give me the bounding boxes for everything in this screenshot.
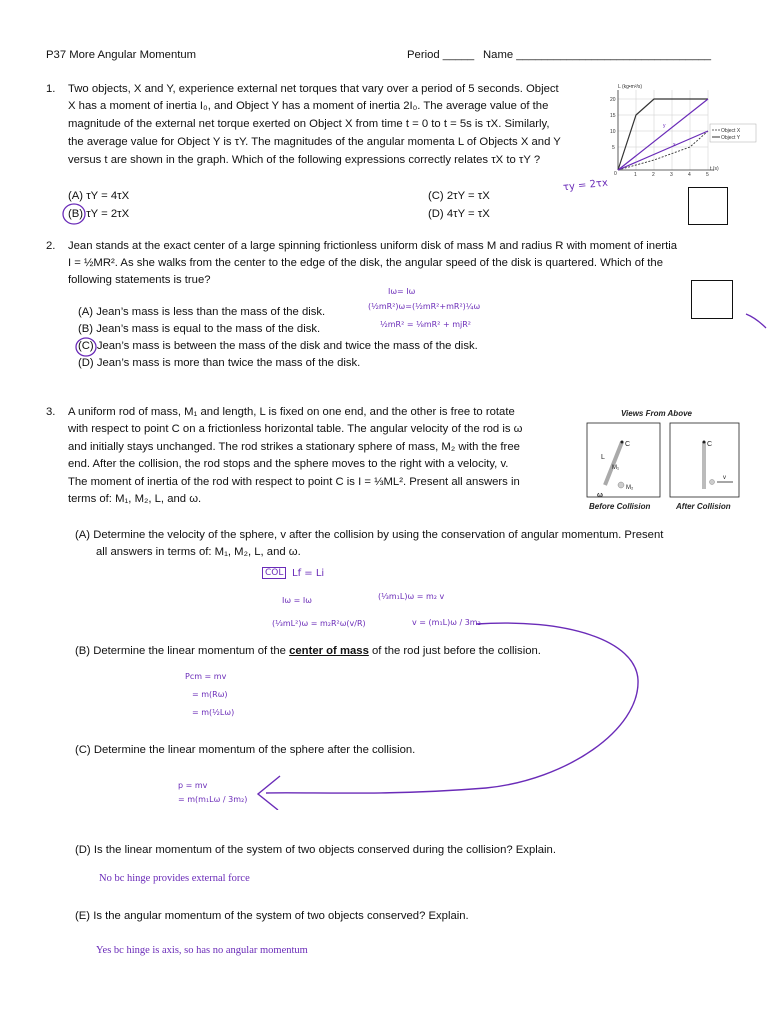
graph-handwritten-mark: y xyxy=(663,123,666,129)
q1-line: Two objects, X and Y, experience external net torques that vary over a period of 5 seconds. Object xyxy=(68,83,559,95)
q3-line: and initially stays unchanged. The rod strikes a stationary sphere of mass, M₂ with the free xyxy=(68,441,520,453)
partA-work-line: Iω = Iω xyxy=(282,596,312,605)
graph-xtick: 2 xyxy=(652,172,655,176)
q1-answer-box[interactable] xyxy=(688,187,728,225)
q2-choice-c[interactable]: (C) Jean’s mass is between the mass of the disk and twice the mass of the disk. xyxy=(78,340,478,352)
part-b-text-end: of the rod just before the collision. xyxy=(368,645,541,657)
q3-line: A uniform rod of mass, M₁ and length, L is fixed on one end, and the other is free to rotate xyxy=(68,406,515,418)
q1-choice-c[interactable]: (C) 2τY = τX xyxy=(428,190,490,202)
graph-handwritten-mark: x xyxy=(673,142,676,148)
graph-ytick: 15 xyxy=(610,113,616,119)
velocity-label: v xyxy=(723,475,726,481)
q2-line: I = ½MR². As she walks from the center to the edge of the disk, the angular speed of the disk is quartered. Which of the xyxy=(68,257,663,269)
q2-work-line: ½mR² = ⅛mR² + mjR² xyxy=(380,320,471,329)
graph-xtick: 5 xyxy=(706,172,709,176)
sphere-mass-label: M₂ xyxy=(626,485,634,491)
q1-choice-b[interactable]: (B) τY = 2τX xyxy=(68,208,130,220)
partA-work-line: v = (m₁L)ω / 3m₂ xyxy=(412,618,481,627)
q1-number: 1. xyxy=(46,83,56,95)
graph-ytick: 20 xyxy=(610,97,616,103)
answer-circle-q1 xyxy=(60,202,90,228)
q2-number: 2. xyxy=(46,240,56,252)
q1-choice-d[interactable]: (D) 4τY = τX xyxy=(428,208,490,220)
q3-part-d: (D) Is the linear momentum of the system of two objects conserved during the collision? Explain. xyxy=(75,844,556,856)
q1-line: magnitude of the external net torque exerted on Object X from time t = 0 to t = 5s is τX. Similarly, xyxy=(68,118,550,130)
partB-work-line: = m(½Lω) xyxy=(192,708,235,717)
length-label: L xyxy=(601,454,605,461)
q2-answer-box[interactable] xyxy=(691,280,733,319)
omega-label: ω xyxy=(597,492,603,499)
q3-line: with respect to point C on a frictionless horizontal table. The angular velocity of the rod is ω xyxy=(68,423,523,435)
part-b-emphasis: center of mass xyxy=(289,645,369,657)
graph-ytick: 5 xyxy=(612,145,615,151)
q1-handwritten-answer: τy = 2τx xyxy=(562,177,609,194)
q1-choice-a[interactable]: (A) τY = 4τX xyxy=(68,190,130,202)
answer-circle-q2 xyxy=(74,336,100,358)
after-caption: After Collision xyxy=(676,502,731,511)
q3-part-a-line2: all answers in terms of: M₁, M₂, L, and ω. xyxy=(96,546,301,558)
graph-ylabel: L (kg•m²/s) xyxy=(618,84,643,90)
graph-xtick: 1 xyxy=(634,172,637,176)
period-field: Period _____ xyxy=(407,49,475,61)
figure-title: Views From Above xyxy=(621,409,692,418)
part-b-text: (B) Determine the linear momentum of the xyxy=(75,645,290,657)
rod-mass-label: M₁ xyxy=(612,465,620,471)
q3-part-e: (E) Is the angular momentum of the system of two objects conserved? Explain. xyxy=(75,910,469,922)
graph-xtick: 3 xyxy=(670,172,673,176)
q2-choice-a[interactable]: (A) Jean’s mass is less than the mass of the disk. xyxy=(78,306,326,318)
partA-work-line: Lf = Li xyxy=(292,568,325,579)
q3-line: end. After the collision, the rod stops and the sphere moves to the right with a velocity, v. xyxy=(68,458,509,470)
partA-work-line: (⅓mL²)ω = m₂R²ω(v/R) xyxy=(272,619,366,628)
pivot-label: C xyxy=(625,441,631,448)
q2-work-line: (½mR²)ω=(½mR²+mR²)¼ω xyxy=(368,302,481,311)
q2-work-line: Iω= Iω xyxy=(388,287,416,296)
worksheet-title: P37 More Angular Momentum xyxy=(46,49,197,61)
q3-part-b xyxy=(75,643,541,660)
graph-ytick: 0 xyxy=(614,171,617,176)
partB-work-line: = m(Rω) xyxy=(192,690,228,699)
q1-line: X has a moment of inertia I₀, and Object Y has a moment of inertia 2I₀. The average value of the xyxy=(68,100,549,112)
before-caption: Before Collision xyxy=(589,502,651,511)
rod-collision-figure xyxy=(585,405,745,515)
graph-xlabel: t (s) xyxy=(710,166,719,172)
partB-work-line: Pcm = mv xyxy=(185,672,227,681)
handwritten-arrow xyxy=(236,610,656,810)
q3-line: terms of: M₁, M₂, L, and ω. xyxy=(68,493,202,505)
q1-line: versus t are shown in the graph. Which of the following expressions correctly relates τX to τY ? xyxy=(68,154,541,166)
name-field: Name _______________________________ xyxy=(483,49,712,61)
q2-line: following statements is true? xyxy=(68,274,211,286)
pivot-label: C xyxy=(707,441,713,448)
partA-work-line: (⅓m₁L)ω = m₂ v xyxy=(378,592,445,601)
legend-object-x: Object X xyxy=(721,128,741,134)
q3-part-c: (C) Determine the linear momentum of the sphere after the collision. xyxy=(75,744,416,756)
partC-work-line: p = mv xyxy=(178,781,208,790)
q1-line: the average value for Object Y is τY. The magnitudes of the angular momenta L of Objects X and Y xyxy=(68,136,561,148)
part-d-answer: No bc hinge provides external force xyxy=(99,873,250,884)
handwritten-line xyxy=(618,99,708,170)
q3-part-a: (A) Determine the velocity of the sphere, v after the collision by using the conservation of angular momentum. Present xyxy=(75,529,664,541)
partC-work-line: = m(m₁Lω / 3m₂) xyxy=(178,795,248,804)
q2-line: Jean stands at the exact center of a large spinning frictionless uniform disk of mass M and radius R with moment of inertia xyxy=(68,240,678,252)
angular-momentum-graph xyxy=(598,80,766,176)
col-label: COL xyxy=(262,567,286,579)
graph-xtick: 4 xyxy=(688,172,691,176)
part-e-answer: Yes bc hinge is axis, so has no angular momentum xyxy=(96,945,308,956)
q3-number: 3. xyxy=(46,406,56,418)
q3-line: The moment of inertia of the rod with respect to point C is I = ⅓ML². Present all answers in xyxy=(68,476,520,488)
q2-choice-b[interactable]: (B) Jean’s mass is equal to the mass of the disk. xyxy=(78,323,321,335)
handwritten-line xyxy=(618,131,708,170)
legend-object-y: Object Y xyxy=(721,135,741,141)
q2-choice-d[interactable]: (D) Jean’s mass is more than twice the mass of the disk. xyxy=(78,357,361,369)
page-edge-ink-stroke xyxy=(744,310,768,332)
graph-ytick: 10 xyxy=(610,129,616,135)
